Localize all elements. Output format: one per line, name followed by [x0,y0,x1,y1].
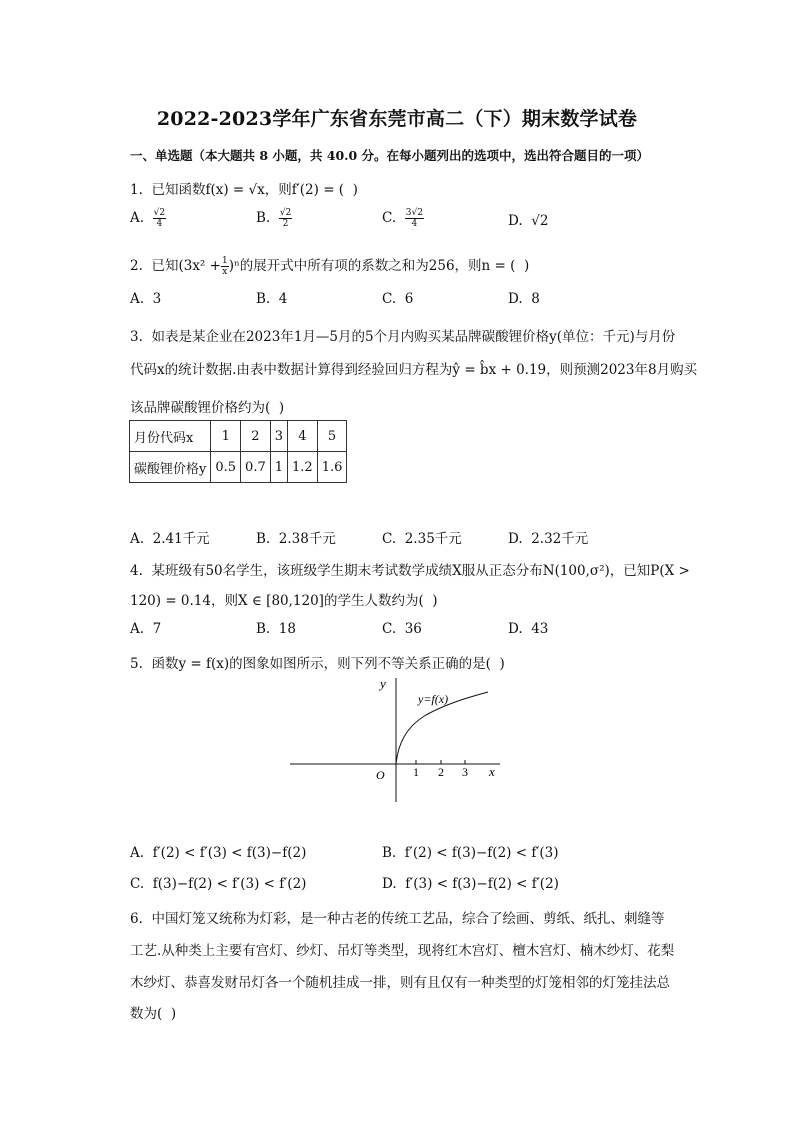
curve-label: y=f(x) [418,692,449,706]
q3-line-1: 3. 如表是某企业在2023年1月—5月的5个月内购买某品牌碳酸锂价格y(单位：千元)与月份 [130,329,676,345]
table-cell: 1 [270,452,287,483]
x-tick-label-2: 2 [438,765,444,779]
page-title: 2022-2023学年广东省东莞市高二（下）期末数学试卷 [156,108,638,130]
q1-option-b: B. $\frac{√2}{2}$ [256,208,292,229]
q6-line-2: 工艺.从种类上主要有宫灯、纱灯、吊灯等类型，现将红木宫灯、檀木宫灯、楠木纱灯、花梨 [130,943,675,959]
table-cell: 碳酸锂价格y [130,452,211,483]
table-cell: 1 [211,421,241,452]
q3-option-a: A. 2.41千元 [130,531,210,547]
q1-option-c: C. $\frac{3√2}{4}$ [382,208,423,229]
q4-option-c: C. 36 [382,621,422,637]
q2-stem: 2. 已知(3x² + $\frac{1}{x}$ )ⁿ的展开式中所有项的系数之和为256，则n = ( ) [130,256,530,277]
y-axis-label: y [380,676,386,691]
table-cell: 0.5 [211,452,241,483]
q3-option-c: C. 2.35千元 [382,531,462,547]
q3-option-b: B. 2.38千元 [256,531,336,547]
q2-option-c: C. 6 [382,291,414,307]
origin-label: O [376,768,385,782]
q4-option-d: D. 43 [508,621,549,637]
q6-line-3: 木纱灯、恭喜发财吊灯各一个随机挂成一排，则有且仅有一种类型的灯笼相邻的灯笼挂法总 [130,975,670,991]
table-cell: 1.2 [288,452,318,483]
q1-option-a: A. $\frac{√2}{4}$ [130,208,166,229]
table-cell: 3 [270,421,287,452]
q2-option-b: B. 4 [256,291,288,307]
x-axis-label: x [489,764,495,779]
q5-option-d: D. f′(3) < f(3)−f(2) < f′(2) [382,876,559,892]
q1-option-d: D. √2 [508,213,549,229]
q5-stem: 5. 函数y = f(x)的图象如图所示，则下列不等关系正确的是( ) [130,656,505,672]
q4-option-b: B. 18 [256,621,296,637]
x-tick-label-1: 1 [413,765,419,779]
q3-option-d: D. 2.32千元 [508,531,589,547]
q4-line-2: 120) = 0.14，则X ∈ [80,120]的学生人数约为( ) [130,593,438,609]
q4-option-a: A. 7 [130,621,162,637]
q6-line-4: 数为( ) [130,1006,177,1022]
table-cell: 月份代码x [130,421,211,452]
q5-function-graph [288,672,508,812]
q2-fraction: $\frac{1}{x}$ [221,256,228,277]
section-heading: 一、单选题（本大题共 8 小题，共 40.0 分。在每小题列出的选项中，选出符合题目的一项） [130,148,650,163]
q1-a-fraction: $\frac{√2}{4}$ [153,208,166,229]
q6-line-1: 6. 中国灯笼又统称为灯彩，是一种古老的传统工艺品，综合了绘画、剪纸、纸扎、刺缝等 [130,911,665,927]
q2-option-d: D. 8 [508,291,540,307]
q3-data-table [129,420,347,483]
table-cell: 1.6 [317,452,347,483]
table-row [130,452,347,483]
q1-b-fraction: $\frac{√2}{2}$ [279,208,292,229]
q2-option-a: A. 3 [130,291,162,307]
table-cell: 4 [288,421,318,452]
q3-line-3: 该品牌碳酸锂价格约为( ) [130,400,285,416]
table-cell: 5 [317,421,347,452]
q5-option-c: C. f(3)−f(2) < f′(3) < f′(2) [130,876,307,892]
table-cell: 2 [241,421,271,452]
q3-line-2: 代码x的统计数据.由表中数据计算得到经验回归方程为ŷ = b̂x + 0.19，则预测2023年8月购买 [130,362,698,378]
table-cell: 0.7 [241,452,271,483]
table-row [130,421,347,452]
x-tick-label-3: 3 [462,765,468,779]
q5-option-a: A. f′(2) < f′(3) < f(3)−f(2) [130,845,307,861]
q1-c-fraction: $\frac{3√2}{4}$ [405,208,423,229]
q4-line-1: 4. 某班级有50名学生，该班级学生期末考试数学成绩X服从正态分布N(100,σ²)，已知P(X > [130,563,690,579]
q5-option-b: B. f′(2) < f(3)−f(2) < f′(3) [382,845,559,861]
q1-stem: 1. 已知函数f(x) = √x，则f′(2) = ( ) [130,182,358,198]
